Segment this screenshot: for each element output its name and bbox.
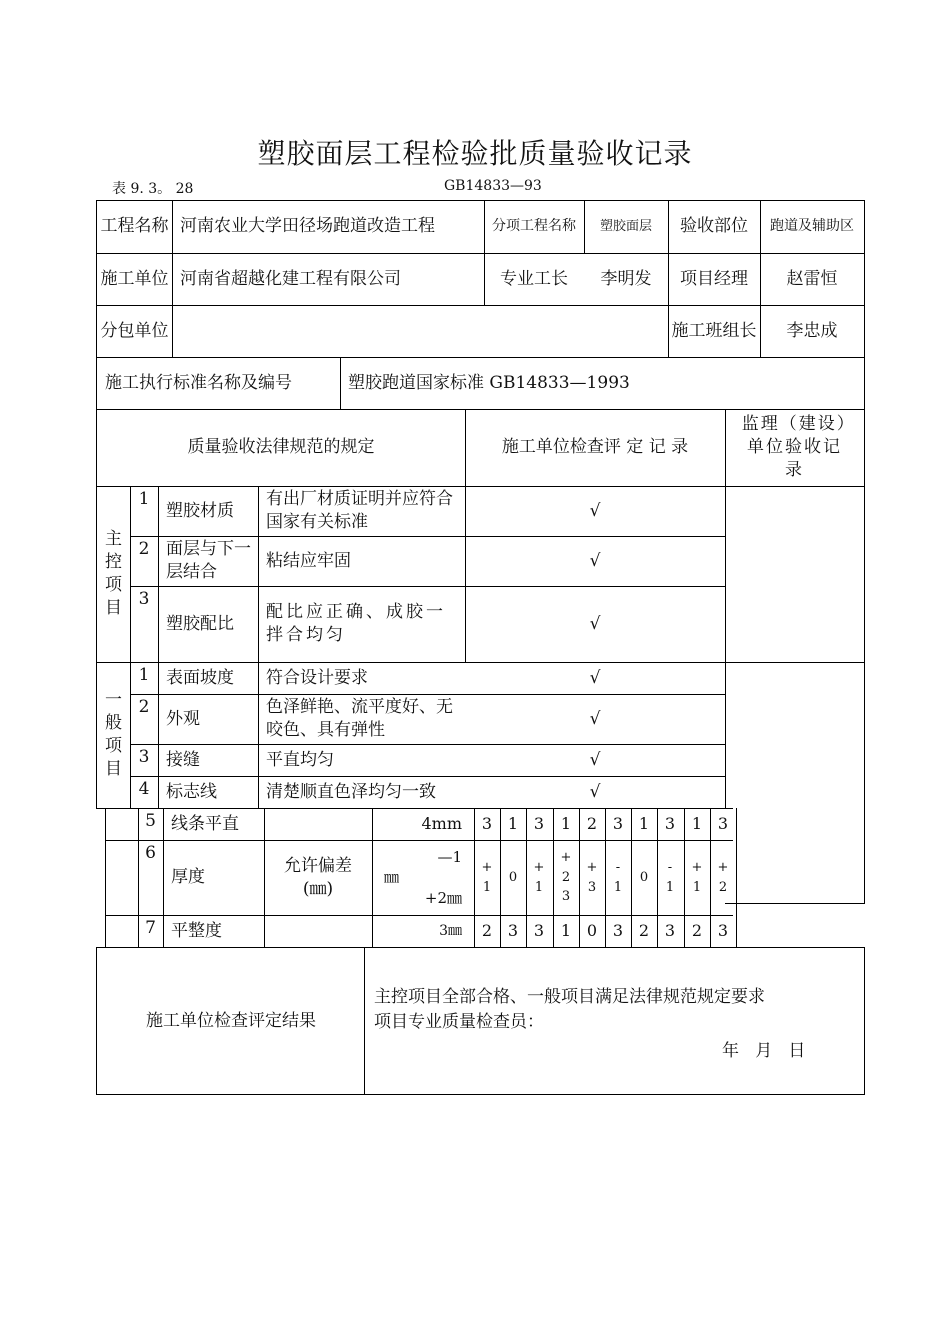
item-rule: 清楚顺直色泽均匀一致 (266, 781, 436, 802)
item-rule: 粘结应牢固 (266, 550, 351, 571)
table-rule (96, 305, 865, 306)
contractor-record-header: 施工单位检查评 定 记 录 (501, 437, 689, 458)
table-rule (172, 200, 173, 357)
item-name: 平整度 (171, 920, 222, 941)
measured-value: 3 (481, 814, 493, 834)
measured-value: + 2 (717, 860, 729, 895)
main-items-label: 主控项目 (105, 529, 122, 618)
table-rule (864, 200, 865, 904)
item-number: 3 (138, 589, 150, 609)
table-rule (340, 357, 341, 409)
item-number: 6 (145, 843, 156, 863)
tolerance-value (372, 840, 474, 915)
standard-code: GB14833—93 (444, 178, 542, 194)
item-rule: 色泽鲜艳、流平度好、无咬色、具有弹性 (266, 697, 453, 740)
table-rule (584, 200, 585, 253)
item-number: 1 (138, 489, 150, 509)
measured-value: + 3 (586, 860, 598, 895)
table-rule (96, 1094, 865, 1095)
table-rule (864, 947, 865, 1094)
table-rule (96, 947, 97, 1094)
page-title: 塑胶面层工程检验批质量验收记录 (257, 137, 693, 170)
item-rule: 有出厂材质证明并应符合国家有关标准 (266, 489, 453, 532)
tolerance-value: 3㎜ (439, 922, 462, 939)
result-text (374, 985, 765, 1035)
table-rule (105, 808, 106, 947)
measured-value: 3 (664, 814, 676, 834)
item-name: 接缝 (166, 749, 200, 770)
item-rule: 配比应正确、成胶一拌合均匀 (266, 602, 446, 645)
measured-value: 1 (507, 814, 519, 834)
item-rule: 符合设计要求 (266, 667, 368, 688)
measured-value: 1 (560, 921, 572, 941)
measured-value: + 1 (533, 860, 545, 895)
table-rule (484, 200, 485, 305)
item-name: 塑胶材质 (166, 500, 234, 521)
subcontractor (172, 305, 668, 357)
foreman-label: 专业工长 (500, 268, 568, 289)
measured-value: 0 (508, 869, 518, 885)
item-rule: 平直均匀 (266, 749, 334, 770)
item-number: 2 (138, 697, 150, 717)
item-number: 5 (145, 811, 156, 831)
acceptance-part-label: 验收部位 (680, 216, 748, 237)
measured-value: 3 (664, 921, 676, 941)
measured-value: 3 (612, 921, 624, 941)
measured-value: + 2 3 (560, 850, 572, 905)
measured-value: 3 (507, 921, 519, 941)
table-rule (725, 903, 865, 904)
team-leader-label: 施工班组长 (671, 320, 757, 341)
measured-value: 2 (481, 921, 493, 941)
item-number: 4 (138, 779, 150, 799)
item-name: 标志线 (166, 781, 217, 802)
team-leader: 李忠成 (786, 320, 838, 341)
supervisor-record-header: 监理（建设）单位验收记录 (741, 414, 848, 480)
subcontractor-label: 分包单位 (100, 320, 169, 341)
table-rule (725, 409, 726, 808)
measured-value: 1 (638, 814, 650, 834)
measured-value: + 1 (691, 860, 703, 895)
measured-value: 3 (533, 814, 545, 834)
measured-value: - 1 (665, 860, 675, 895)
pm-label: 项目经理 (680, 268, 748, 289)
item-result: √ (589, 749, 601, 770)
result-date: 年 月 日 (722, 1041, 806, 1061)
item-name: 外观 (166, 708, 200, 729)
measured-value: 1 (560, 814, 572, 834)
pm: 赵雷恒 (786, 268, 838, 289)
tolerance-line: +2㎜ (424, 888, 462, 907)
table-rule (364, 947, 365, 1094)
contractor: 河南省超越化建工程有限公司 (180, 268, 401, 289)
exec-standard: 塑胶跑道国家标准 GB14833—1993 (348, 372, 630, 393)
measured-value: 2 (691, 921, 703, 941)
table-rule (96, 200, 97, 809)
result-label: 施工单位检查评定结果 (146, 1010, 316, 1031)
rules-header: 质量验收法律规范的规定 (187, 437, 375, 458)
measured-value: 3 (717, 814, 729, 834)
measured-value: 0 (586, 921, 598, 941)
tolerance-line: —1 (437, 848, 462, 867)
table-rule (736, 808, 737, 947)
table-rule (668, 200, 669, 357)
tolerance-line: ㎜ (384, 868, 400, 887)
item-name: 线条平直 (171, 813, 239, 834)
item-name: 厚度 (171, 867, 205, 888)
table-rule (96, 253, 865, 254)
measured-value: 1 (691, 814, 703, 834)
item-result: √ (589, 708, 601, 729)
item-name: 表面坡度 (166, 667, 234, 688)
item-result: √ (589, 613, 601, 634)
measured-value: 2 (586, 814, 598, 834)
item-result: √ (589, 667, 601, 688)
subitem-value: 塑胶面层 (599, 218, 652, 234)
contractor-label: 施工单位 (100, 268, 169, 289)
table-rule (760, 200, 761, 357)
general-items-label: 一般项目 (105, 690, 122, 779)
project-name: 河南农业大学田径场跑道改造工程 (180, 216, 435, 237)
result-line-2: 项目专业质量检查员： (374, 1012, 544, 1032)
measured-value: 2 (638, 921, 650, 941)
item-number: 1 (138, 665, 150, 685)
subitem-label: 分项工程名称 (492, 218, 576, 235)
item-name: 面层与下一层结合 (166, 539, 251, 582)
exec-standard-label: 施工执行标准名称及编号 (105, 372, 292, 393)
table-rule (96, 947, 865, 948)
measured-value: 3 (533, 921, 545, 941)
table-rule (96, 200, 865, 201)
project-name-label: 工程名称 (100, 216, 169, 237)
table-number: 表 9. 3。 28 (112, 181, 194, 197)
table-rule (96, 409, 865, 410)
foreman: 李明发 (600, 268, 652, 289)
table-rule (96, 357, 865, 358)
result-line-1: 主控项目全部合格、一般项目满足法律规范规定要求 (374, 987, 765, 1007)
deviation-label: 允许偏差(㎜) (284, 855, 352, 899)
item-number: 3 (138, 747, 150, 767)
tolerance-value: 4mm (421, 814, 462, 834)
item-number: 2 (138, 539, 150, 559)
measured-value: 3 (717, 921, 729, 941)
measured-value: + 1 (481, 860, 493, 895)
measured-value: 0 (639, 869, 649, 885)
measured-value: 3 (612, 814, 624, 834)
item-name: 塑胶配比 (166, 613, 234, 634)
item-number: 7 (145, 918, 156, 938)
acceptance-part: 跑道及辅助区 (770, 218, 854, 235)
item-result: √ (589, 550, 601, 571)
measured-value: - 1 (613, 860, 623, 895)
item-result: √ (589, 781, 601, 802)
item-result: √ (589, 500, 601, 521)
